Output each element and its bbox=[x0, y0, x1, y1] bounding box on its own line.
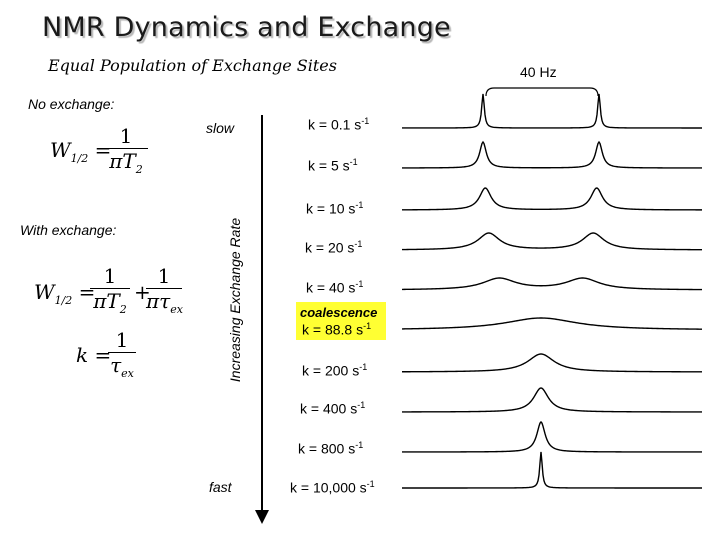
eq1-den-sub: 2 bbox=[135, 163, 143, 176]
rate-label-exponent: -1 bbox=[361, 116, 370, 126]
eq2-numerator-1: 1 bbox=[103, 264, 117, 288]
eq2-w: W bbox=[34, 280, 55, 304]
rate-label-exponent: -1 bbox=[359, 362, 368, 372]
spectrum-line bbox=[402, 94, 702, 128]
eq1-numerator: 1 bbox=[119, 124, 133, 148]
rate-label-text: k = 20 s bbox=[305, 239, 355, 256]
rate-label-text: k = 400 s bbox=[300, 400, 358, 417]
rate-label-exponent: -1 bbox=[354, 239, 363, 249]
rate-axis-arrowhead bbox=[255, 510, 269, 524]
eq1-equals: = bbox=[94, 138, 112, 162]
rate-label-text: k = 5 s bbox=[308, 157, 350, 174]
rate-label-exponent: -1 bbox=[355, 279, 364, 289]
rate-label-text: k = 40 s bbox=[306, 279, 356, 296]
spectrum-line bbox=[402, 388, 702, 412]
rate-label-text: k = 10 s bbox=[306, 200, 356, 217]
rate-label-exponent: -1 bbox=[349, 157, 358, 167]
eq2-sub: 1/2 bbox=[54, 294, 73, 307]
spectrum-line bbox=[402, 233, 702, 250]
rate-label-exponent: -1 bbox=[355, 200, 364, 210]
rate-label-text: k = 800 s bbox=[298, 440, 356, 457]
eq2-denominator-1: πT bbox=[93, 289, 120, 313]
eq2-plus: + bbox=[134, 280, 151, 304]
page-subtitle: Equal Population of Exchange Sites bbox=[48, 56, 337, 75]
rate-label-text: k = 0.1 s bbox=[308, 116, 362, 133]
spectrum-line bbox=[402, 278, 702, 290]
page-title: NMR Dynamics and Exchange bbox=[42, 12, 451, 43]
eq3-k: k bbox=[76, 343, 89, 367]
eq2-den-sub-2: ex bbox=[170, 303, 183, 316]
fast-label: fast bbox=[209, 479, 232, 495]
rate-label-text: k = 200 s bbox=[302, 362, 360, 379]
eq3-equals: = bbox=[94, 343, 112, 367]
spectrum-line bbox=[402, 188, 702, 210]
spectrum-line bbox=[402, 142, 702, 168]
coalescence-label: coalescence bbox=[300, 305, 378, 320]
eq1-w: W bbox=[50, 138, 71, 162]
slow-label: slow bbox=[206, 120, 235, 136]
eq1-sub: 1/2 bbox=[70, 152, 89, 165]
eq2-equals: = bbox=[78, 280, 96, 304]
rate-label-exponent: -1 bbox=[357, 400, 366, 410]
rate-label-exponent: -1 bbox=[355, 440, 364, 450]
rate-label-text: k = 88.8 s bbox=[302, 321, 364, 338]
spectrum-line bbox=[402, 452, 702, 488]
eq3-numerator: 1 bbox=[115, 328, 129, 352]
rate-axis-label: Increasing Exchange Rate bbox=[227, 217, 243, 383]
spectrum-line bbox=[402, 318, 702, 329]
with-exchange-label: With exchange: bbox=[20, 222, 117, 238]
eq3-den-sub: ex bbox=[121, 367, 134, 380]
rate-label-exponent: -1 bbox=[363, 321, 372, 331]
eq3-denominator: τ bbox=[110, 353, 122, 377]
eq2-denominator-2: πτ bbox=[146, 289, 171, 313]
no-exchange-label: No exchange: bbox=[28, 96, 115, 112]
width-label: 40 Hz bbox=[520, 64, 557, 80]
eq2-numerator-2: 1 bbox=[157, 264, 171, 288]
width-bracket bbox=[486, 88, 598, 96]
eq1-denominator: πT bbox=[109, 149, 136, 173]
spectrum-line bbox=[402, 354, 702, 372]
spectrum-line bbox=[402, 422, 702, 452]
eq2-den-sub-1: 2 bbox=[119, 303, 127, 316]
rate-label-exponent: -1 bbox=[366, 479, 375, 489]
rate-label-text: k = 10,000 s bbox=[290, 479, 367, 496]
